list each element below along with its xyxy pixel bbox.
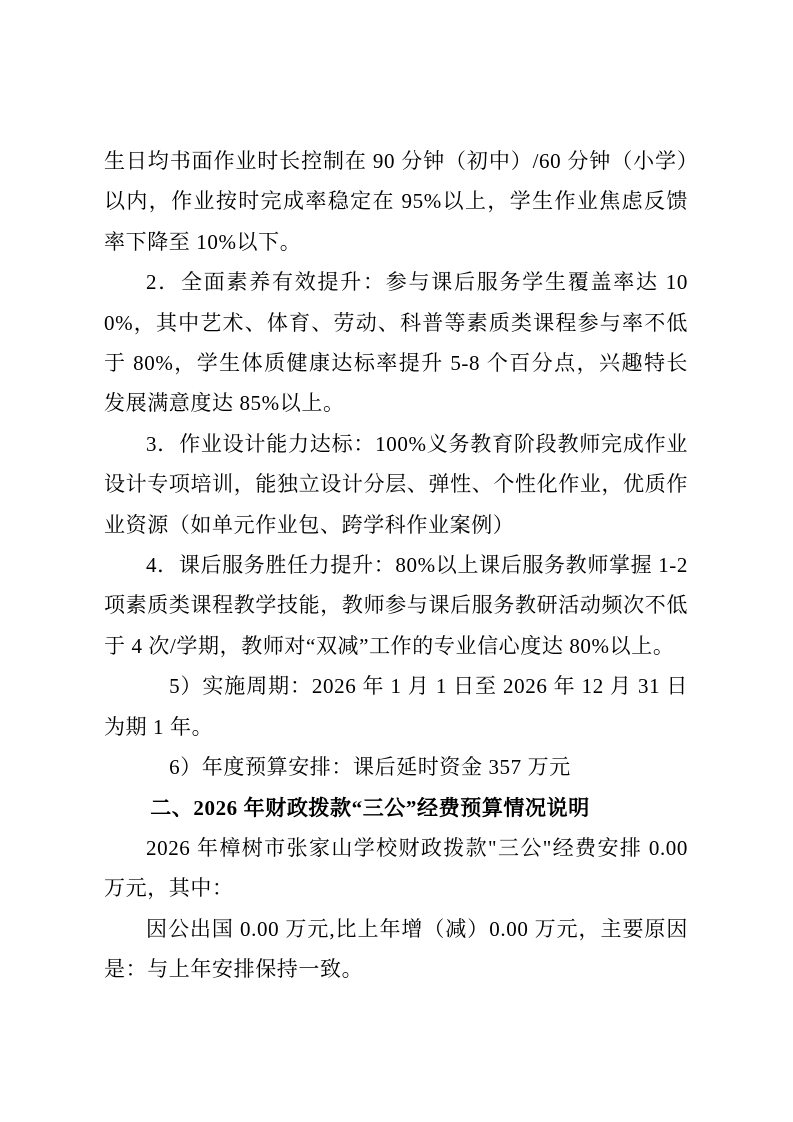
- body-paragraph-continuation: 生日均书面作业时长控制在 90 分钟（初中）/60 分钟（小学）以内，作业按时完成率稳定在 95%以上，学生作业焦虑反馈率下降至 10%以下。: [104, 149, 688, 254]
- body-paragraph-item-3: 3．作业设计能力达标：100%义务教育阶段教师完成作业设计专项培训，能独立设计分层、弹性、个性化作业，优质作业资源（如单元作业包、跨学科作业案例）: [104, 431, 688, 537]
- body-paragraph-item-6: 6）年度预算安排：课后延时资金 357 万元: [169, 755, 571, 780]
- body-paragraph-abroad-expense: 因公出国 0.00 万元,比上年增（减）0.00 万元，主要原因是：与上年安排保持一致。: [104, 916, 688, 982]
- body-paragraph-item-5: 5）实施周期：2026 年 1 月 1 日至 2026 年 12 月 31 日为期 1 年。: [104, 674, 688, 739]
- body-paragraph-item-4: 4．课后服务胜任力提升：80%以上课后服务教师掌握 1-2 项素质类课程教学技能，教师参与课后服务教研活动频次不低于 4 次/学期，教师对“双减”工作的专业信心度达 80%以上。: [104, 553, 688, 658]
- body-paragraph-item-2: 2．全面素养有效提升：参与课后服务学生覆盖率达 100%，其中艺术、体育、劳动、科普等素质类课程参与率不低于 80%，学生体质健康达标率提升 5-8 个百分点，兴趣特长发展满意度达 85%以上。: [104, 270, 688, 416]
- body-paragraph-budget-total: 2026 年樟树市张家山学校财政拨款"三公"经费安排 0.00 万元，其中：: [104, 835, 688, 901]
- section-heading: 二、2026 年财政拨款“三公”经费预算情况说明: [150, 795, 590, 820]
